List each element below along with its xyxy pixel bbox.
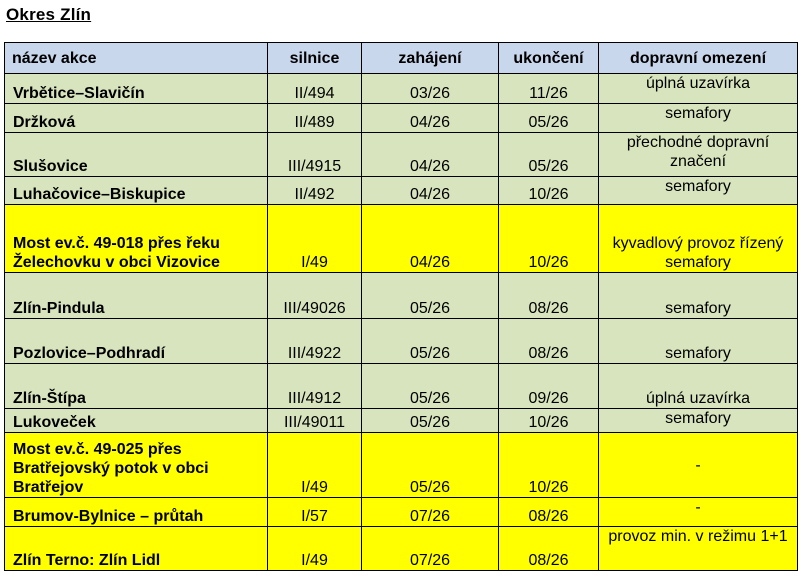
cell-start: 03/26 [362, 74, 499, 104]
cell-start: 05/26 [362, 319, 499, 364]
cell-restriction: úplná uzavírka [599, 364, 798, 409]
cell-name: Pozlovice–Podhradí [5, 319, 268, 364]
header-start: zahájení [362, 43, 499, 74]
cell-start: 07/26 [362, 527, 499, 571]
cell-name: Most ev.č. 49-025 přes Bratřejovský potok v obci Bratřejov [5, 433, 268, 498]
cell-restriction: semafory [599, 177, 798, 205]
table-row [5, 527, 798, 571]
cell-start: 04/26 [362, 177, 499, 205]
cell-start: 05/26 [362, 433, 499, 498]
roadworks-table [4, 42, 798, 571]
cell-name: Zlín-Štípa [5, 364, 268, 409]
cell-start: 05/26 [362, 364, 499, 409]
table-row [5, 498, 798, 527]
cell-start: 04/26 [362, 205, 499, 273]
header-restriction: dopravní omezení [599, 43, 798, 74]
cell-road: II/489 [268, 104, 362, 133]
cell-end: 11/26 [499, 74, 599, 104]
cell-road: I/49 [268, 205, 362, 273]
cell-restriction: úplná uzavírka [599, 74, 798, 104]
cell-start: 07/26 [362, 498, 499, 527]
cell-end: 10/26 [499, 409, 599, 433]
table-row [5, 319, 798, 364]
cell-end: 10/26 [499, 177, 599, 205]
table-header-row [5, 43, 798, 74]
cell-restriction: přechodné dopravní značení [599, 133, 798, 177]
header-end: ukončení [499, 43, 599, 74]
header-name: název akce [5, 43, 268, 74]
cell-restriction: semafory [599, 104, 798, 133]
cell-start: 05/26 [362, 409, 499, 433]
cell-restriction: - [599, 498, 798, 527]
cell-start: 04/26 [362, 104, 499, 133]
cell-name: Slušovice [5, 133, 268, 177]
table-row [5, 273, 798, 319]
cell-road: III/49011 [268, 409, 362, 433]
cell-end: 10/26 [499, 433, 599, 498]
cell-name: Zlín Terno: Zlín Lidl [5, 527, 268, 571]
cell-name: Most ev.č. 49-018 přes řeku Želechovku v obci Vizovice [5, 205, 268, 273]
cell-name: Zlín-Pindula [5, 273, 268, 319]
cell-road: III/49026 [268, 273, 362, 319]
cell-restriction: - [599, 433, 798, 498]
cell-end: 05/26 [499, 133, 599, 177]
table-row [5, 133, 798, 177]
table-row [5, 409, 798, 433]
cell-restriction: kyvadlový provoz řízený semafory [599, 205, 798, 273]
cell-start: 04/26 [362, 133, 499, 177]
cell-start: 05/26 [362, 273, 499, 319]
cell-restriction: semafory [599, 319, 798, 364]
table-row [5, 364, 798, 409]
cell-end: 08/26 [499, 319, 599, 364]
cell-road: III/4912 [268, 364, 362, 409]
page-title: Okres Zlín [6, 5, 92, 24]
cell-restriction: semafory [599, 273, 798, 319]
cell-name: Lukoveček [5, 409, 268, 433]
table-row [5, 433, 798, 498]
cell-restriction: semafory [599, 409, 798, 433]
table-row [5, 104, 798, 133]
table-row [5, 74, 798, 104]
cell-name: Vrbětice–Slavičín [5, 74, 268, 104]
cell-road: II/494 [268, 74, 362, 104]
cell-end: 08/26 [499, 273, 599, 319]
cell-restriction: provoz min. v režimu 1+1 [599, 527, 798, 571]
cell-end: 09/26 [499, 364, 599, 409]
cell-road: I/57 [268, 498, 362, 527]
table-row [5, 205, 798, 273]
cell-name: Držková [5, 104, 268, 133]
cell-name: Luhačovice–Biskupice [5, 177, 268, 205]
cell-end: 05/26 [499, 104, 599, 133]
cell-end: 08/26 [499, 527, 599, 571]
cell-road: I/49 [268, 527, 362, 571]
cell-road: III/4915 [268, 133, 362, 177]
cell-end: 10/26 [499, 205, 599, 273]
cell-end: 08/26 [499, 498, 599, 527]
header-road: silnice [268, 43, 362, 74]
cell-name: Brumov-Bylnice – průtah [5, 498, 268, 527]
cell-road: I/49 [268, 433, 362, 498]
cell-road: II/492 [268, 177, 362, 205]
cell-road: III/4922 [268, 319, 362, 364]
table-row [5, 177, 798, 205]
